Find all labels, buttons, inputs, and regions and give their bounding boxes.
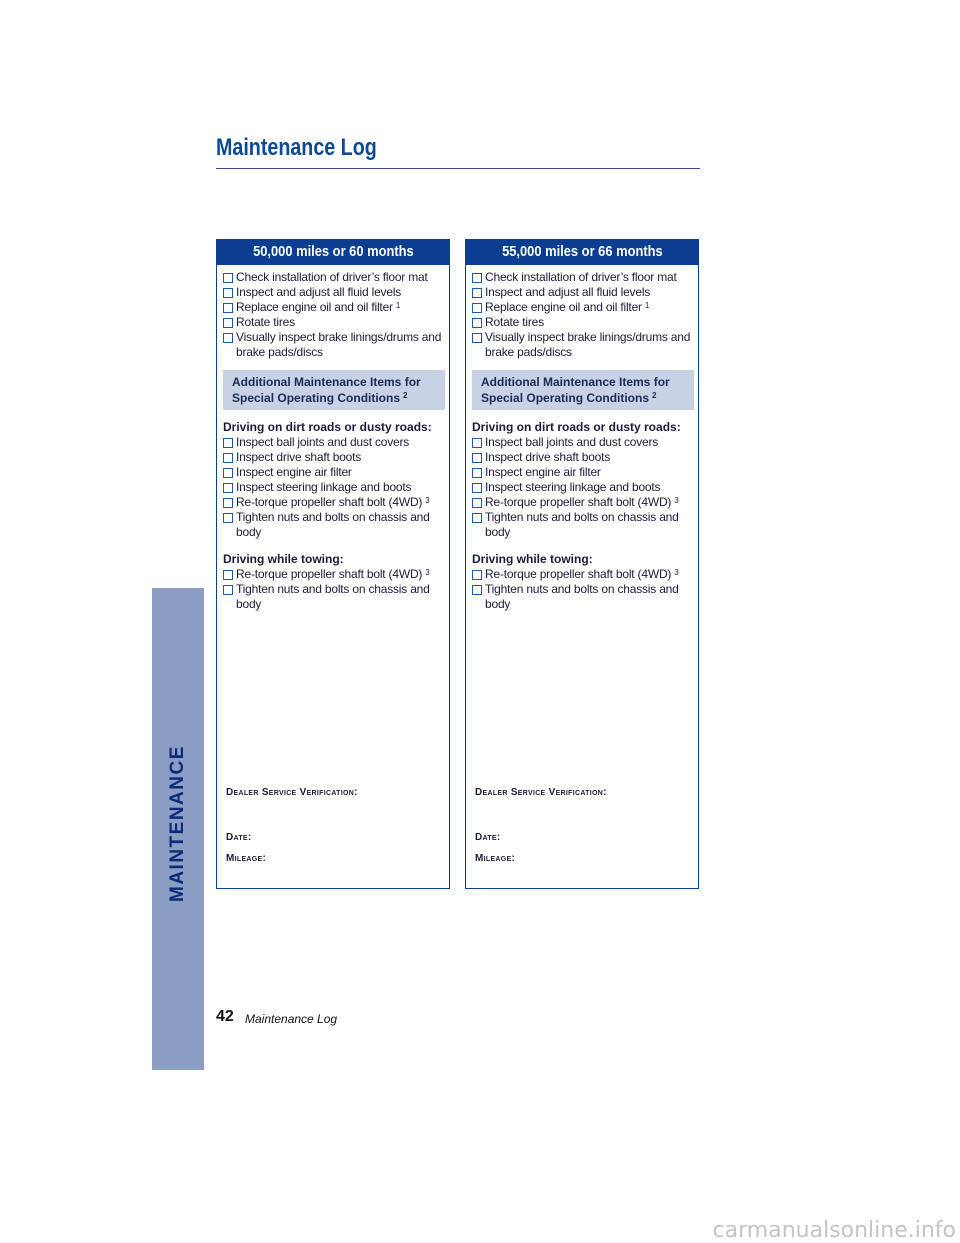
- dealer-verification-label: Dealer Service Verification:: [475, 787, 607, 798]
- checklist-item-text: Inspect engine air filter: [236, 465, 352, 479]
- side-tab-label: MAINTENANCE: [167, 745, 188, 902]
- checklist-item: [223, 300, 445, 315]
- special-conditions-label: Additional Maintenance Items for Special Operating Conditions: [481, 375, 670, 405]
- card-body: [223, 270, 445, 612]
- checklist-item: [472, 480, 694, 495]
- checklist-item: [223, 495, 445, 510]
- watermark-text: carmanualsonline.info: [712, 1218, 956, 1243]
- footnote-marker: 3: [674, 496, 679, 505]
- checklist-item-text: Re-torque propeller shaft bolt (4WD): [236, 495, 423, 509]
- checkbox-icon[interactable]: [472, 303, 482, 313]
- checkbox-icon[interactable]: [223, 438, 233, 448]
- checkbox-icon[interactable]: [223, 468, 233, 478]
- special-conditions-box: [223, 370, 445, 410]
- checklist-item: [223, 567, 445, 582]
- checklist-item: [223, 582, 445, 612]
- checkbox-icon[interactable]: [472, 570, 482, 580]
- checklist-item: [223, 330, 445, 360]
- towing-label: Driving while towing:: [472, 552, 593, 566]
- checkbox-icon[interactable]: [223, 318, 233, 328]
- checkbox-icon[interactable]: [472, 513, 482, 523]
- checklist-item: [472, 510, 694, 540]
- maintenance-items-list: [223, 270, 445, 360]
- checklist-item-text: Inspect drive shaft boots: [485, 450, 611, 464]
- date-label: Date:: [226, 832, 252, 843]
- checklist-item-text: Visually inspect brake linings/drums and brake pads/discs: [485, 330, 691, 359]
- checklist-item: [472, 285, 694, 300]
- checklist-item: [223, 465, 445, 480]
- towing-items-list: [472, 567, 694, 612]
- checklist-item: [223, 480, 445, 495]
- footnote-marker: 3: [674, 568, 679, 577]
- checklist-item-text: Inspect drive shaft boots: [236, 450, 362, 464]
- checkbox-icon[interactable]: [223, 513, 233, 523]
- card-header: [216, 239, 450, 265]
- checkbox-icon[interactable]: [223, 303, 233, 313]
- dealer-verification-label: Dealer Service Verification:: [226, 787, 358, 798]
- checklist-item: [472, 300, 694, 315]
- mileage-label: Mileage:: [475, 853, 516, 864]
- checklist-item-text: Re-torque propeller shaft bolt (4WD): [485, 567, 672, 581]
- footnote-marker: 3: [425, 496, 430, 505]
- checkbox-icon[interactable]: [472, 453, 482, 463]
- checkbox-icon[interactable]: [223, 453, 233, 463]
- checklist-item-text: Re-torque propeller shaft bolt (4WD): [485, 495, 672, 509]
- checklist-item-text: Tighten nuts and bolts on chassis and body: [236, 582, 430, 611]
- checklist-item-text: Replace engine oil and oil filter: [485, 300, 642, 314]
- checklist-item: [223, 450, 445, 465]
- dirt-roads-label: Driving on dirt roads or dusty roads:: [223, 420, 432, 434]
- checklist-item-text: Visually inspect brake linings/drums and brake pads/discs: [236, 330, 442, 359]
- page-number: 42: [216, 1008, 234, 1025]
- maintenance-items-list: [472, 270, 694, 360]
- checklist-item-text: Rotate tires: [236, 315, 295, 329]
- checkbox-icon[interactable]: [472, 498, 482, 508]
- special-conditions-footnote: 2: [403, 391, 408, 400]
- checkbox-icon[interactable]: [223, 483, 233, 493]
- mileage-label: Mileage:: [226, 853, 267, 864]
- checklist-item-text: Tighten nuts and bolts on chassis and body: [236, 510, 430, 539]
- checkbox-icon[interactable]: [472, 468, 482, 478]
- checkbox-icon[interactable]: [223, 288, 233, 298]
- checklist-item-text: Inspect steering linkage and boots: [485, 480, 661, 494]
- checklist-item: [223, 270, 445, 285]
- side-section-tab: [152, 588, 204, 1070]
- card-header: [465, 239, 699, 265]
- checklist-item: [472, 450, 694, 465]
- special-conditions-footnote: 2: [652, 391, 657, 400]
- card-header-label: 50,000 miles or 60 months: [252, 243, 414, 260]
- checklist-item: [472, 582, 694, 612]
- checklist-item: [472, 270, 694, 285]
- page-title: Maintenance Log: [216, 134, 377, 161]
- checkbox-icon[interactable]: [223, 273, 233, 283]
- checkbox-icon[interactable]: [472, 273, 482, 283]
- towing-items-list: [223, 567, 445, 612]
- checklist-item: [223, 285, 445, 300]
- maintenance-card-55000: [465, 239, 699, 889]
- checkbox-icon[interactable]: [472, 438, 482, 448]
- footnote-marker: 1: [395, 301, 401, 310]
- checklist-item-text: Rotate tires: [485, 315, 544, 329]
- checklist-item: [223, 315, 445, 330]
- checklist-item: [472, 495, 694, 510]
- checklist-item-text: Inspect ball joints and dust covers: [485, 435, 659, 449]
- date-label: Date:: [475, 832, 501, 843]
- checklist-item-text: Tighten nuts and bolts on chassis and body: [485, 582, 679, 611]
- checklist-item-text: Inspect ball joints and dust covers: [236, 435, 410, 449]
- special-conditions-label: Additional Maintenance Items for Special Operating Conditions: [232, 375, 421, 405]
- checkbox-icon[interactable]: [472, 288, 482, 298]
- card-body: [472, 270, 694, 612]
- checkbox-icon[interactable]: [472, 318, 482, 328]
- checklist-item: [472, 567, 694, 582]
- checkbox-icon[interactable]: [472, 483, 482, 493]
- checklist-item-text: Check installation of driver’s floor mat: [485, 270, 677, 284]
- card-header-label: 55,000 miles or 66 months: [501, 243, 663, 260]
- checkbox-icon[interactable]: [472, 585, 482, 595]
- checklist-item-text: Inspect steering linkage and boots: [236, 480, 412, 494]
- checklist-item: [472, 465, 694, 480]
- towing-label: Driving while towing:: [223, 552, 344, 566]
- checkbox-icon[interactable]: [223, 585, 233, 595]
- dirt-roads-label: Driving on dirt roads or dusty roads:: [472, 420, 681, 434]
- checklist-item-text: Replace engine oil and oil filter: [236, 300, 393, 314]
- checklist-item-text: Inspect and adjust all fluid levels: [236, 285, 402, 299]
- checklist-item: [472, 435, 694, 450]
- checkbox-icon[interactable]: [223, 570, 233, 580]
- checkbox-icon[interactable]: [472, 333, 482, 343]
- dirt-roads-items-list: [472, 435, 694, 540]
- maintenance-card-50000: [216, 239, 450, 889]
- checklist-item: [472, 315, 694, 330]
- footnote-marker: 3: [425, 568, 430, 577]
- special-conditions-box: [472, 370, 694, 410]
- checkbox-icon[interactable]: [223, 333, 233, 343]
- checklist-item-text: Re-torque propeller shaft bolt (4WD): [236, 567, 423, 581]
- dirt-roads-items-list: [223, 435, 445, 540]
- checklist-item-text: Check installation of driver’s floor mat: [236, 270, 428, 284]
- checklist-item-text: Tighten nuts and bolts on chassis and body: [485, 510, 679, 539]
- footer-title: Maintenance Log: [245, 1012, 338, 1026]
- checklist-item-text: Inspect engine air filter: [485, 465, 601, 479]
- title-divider: [216, 168, 700, 169]
- footnote-marker: 1: [644, 301, 650, 310]
- checklist-item: [223, 510, 445, 540]
- checklist-item: [472, 330, 694, 360]
- checkbox-icon[interactable]: [223, 498, 233, 508]
- checklist-item-text: Inspect and adjust all fluid levels: [485, 285, 651, 299]
- checklist-item: [223, 435, 445, 450]
